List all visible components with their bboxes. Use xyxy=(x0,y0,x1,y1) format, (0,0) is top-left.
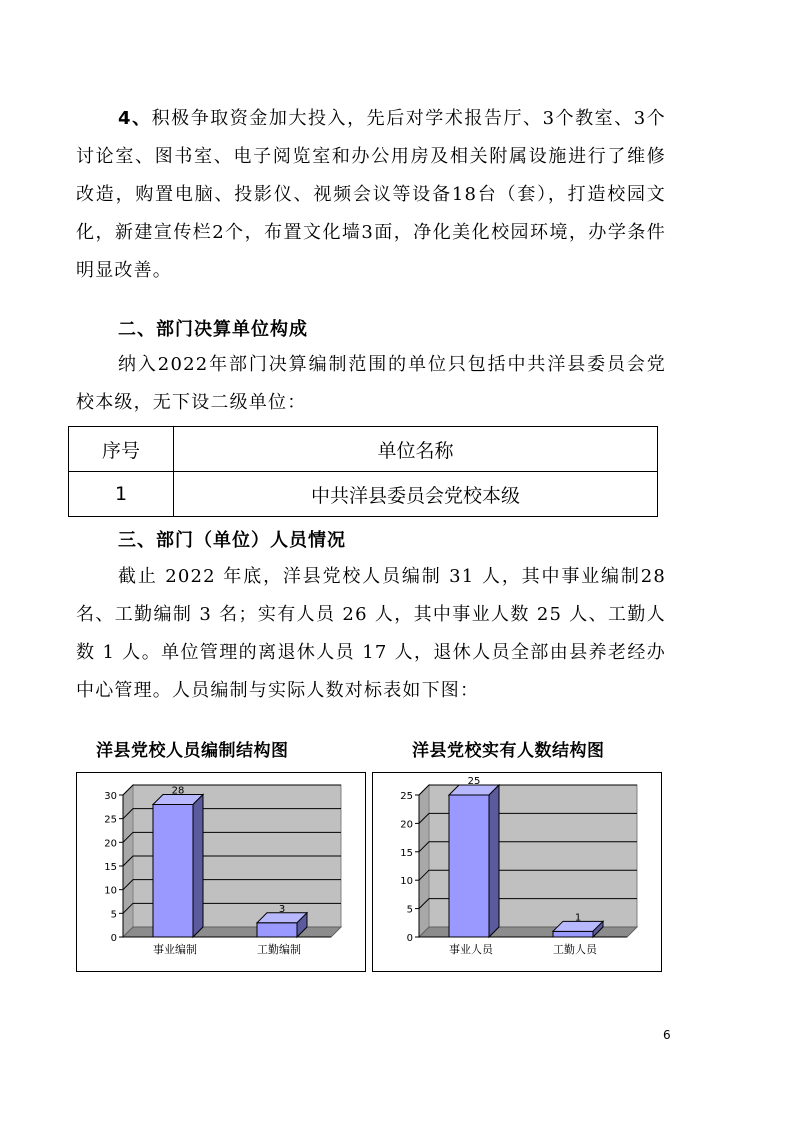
chart-data-label: 28 xyxy=(171,785,185,797)
chart-category-label: 事业人员 xyxy=(449,943,493,956)
table-cell-unit-name: 中共洋县委员会党校本级 xyxy=(174,472,658,517)
page-number: 6 xyxy=(663,1028,671,1042)
chart-bar-side xyxy=(489,785,499,937)
section-heading-staff: 三、部门（单位）人员情况 xyxy=(118,530,346,551)
chart-bar-front xyxy=(153,804,193,937)
chart-bar-side xyxy=(193,794,203,937)
paragraph-facilities-text: 积极争取资金加大投入，先后对学术报告厅、3个教室、3个讨论室、图书室、电子阅览室和办公用房及相关附属设施进行了维修改造，购置电脑、投影仪、视频会议等设备18台（套），打造校园文化，新建宣传栏2个，布置文化墙3面，净化美化校园环境，办学条件明显改善。 xyxy=(76,108,666,281)
paragraph-facilities-number: 4、 xyxy=(118,108,152,129)
chart-actual-svg xyxy=(373,773,661,971)
chart-bar-front xyxy=(553,931,593,937)
paragraph-units: 纳入2022年部门决算编制范围的单位只包括中共洋县委员会党校本级，无下设二级单位： xyxy=(76,354,666,413)
table-header-unit-name: 单位名称 xyxy=(174,427,658,472)
chart-actual xyxy=(372,772,662,972)
chart-y-tick-label: 0 xyxy=(110,933,117,944)
chart-y-tick-label: 15 xyxy=(400,847,413,859)
chart-y-tick-label: 10 xyxy=(400,876,413,888)
chart-data-label: 1 xyxy=(574,912,582,924)
unit-table xyxy=(68,426,658,517)
chart-y-tick-label: 15 xyxy=(104,862,117,873)
chart-y-tick-label: 5 xyxy=(406,904,413,916)
chart-y-tick-label: 5 xyxy=(110,909,117,921)
table-header-index: 序号 xyxy=(69,427,174,472)
chart-category-label: 工勤人员 xyxy=(553,943,597,956)
chart-data-label: 25 xyxy=(467,776,481,787)
chart-category-label: 工勤编制 xyxy=(257,943,301,956)
chart-y-tick-label: 25 xyxy=(104,814,117,826)
chart-y-tick-label: 25 xyxy=(400,791,413,802)
table-row xyxy=(69,472,658,517)
chart-staffing xyxy=(76,772,366,972)
table-header-row xyxy=(69,427,658,472)
chart-staffing-svg xyxy=(77,773,365,971)
chart-bar-front xyxy=(449,795,489,937)
chart-y-tick-label: 10 xyxy=(104,885,117,897)
chart-side-wall xyxy=(419,785,429,937)
chart-category-label: 事业编制 xyxy=(153,943,197,956)
chart-title-staffing: 洋县党校人员编制结构图 xyxy=(96,741,289,761)
chart-data-label: 3 xyxy=(278,903,286,915)
chart-y-tick-label: 0 xyxy=(406,933,413,944)
table-cell-index: 1 xyxy=(69,472,174,517)
chart-y-tick-label: 20 xyxy=(400,819,413,831)
paragraph-facilities xyxy=(76,100,666,290)
chart-y-tick-label: 20 xyxy=(104,838,117,850)
chart-bar-front xyxy=(257,923,297,937)
chart-title-actual: 洋县党校实有人数结构图 xyxy=(412,741,605,761)
section-heading-units: 二、部门决算单位构成 xyxy=(118,319,308,340)
paragraph-staff: 截止 2022 年底，洋县党校人员编制 31 人，其中事业编制28名、工勤编制 3 名；实有人员 26 人，其中事业人数 25 人、工勤人数 1 人。单位管理的离退休人员 17 人，退休人员全部由县养老经办中心管理。人员编制与实际人数对标表如下图： xyxy=(76,566,666,701)
chart-y-tick-label: 30 xyxy=(104,791,117,802)
